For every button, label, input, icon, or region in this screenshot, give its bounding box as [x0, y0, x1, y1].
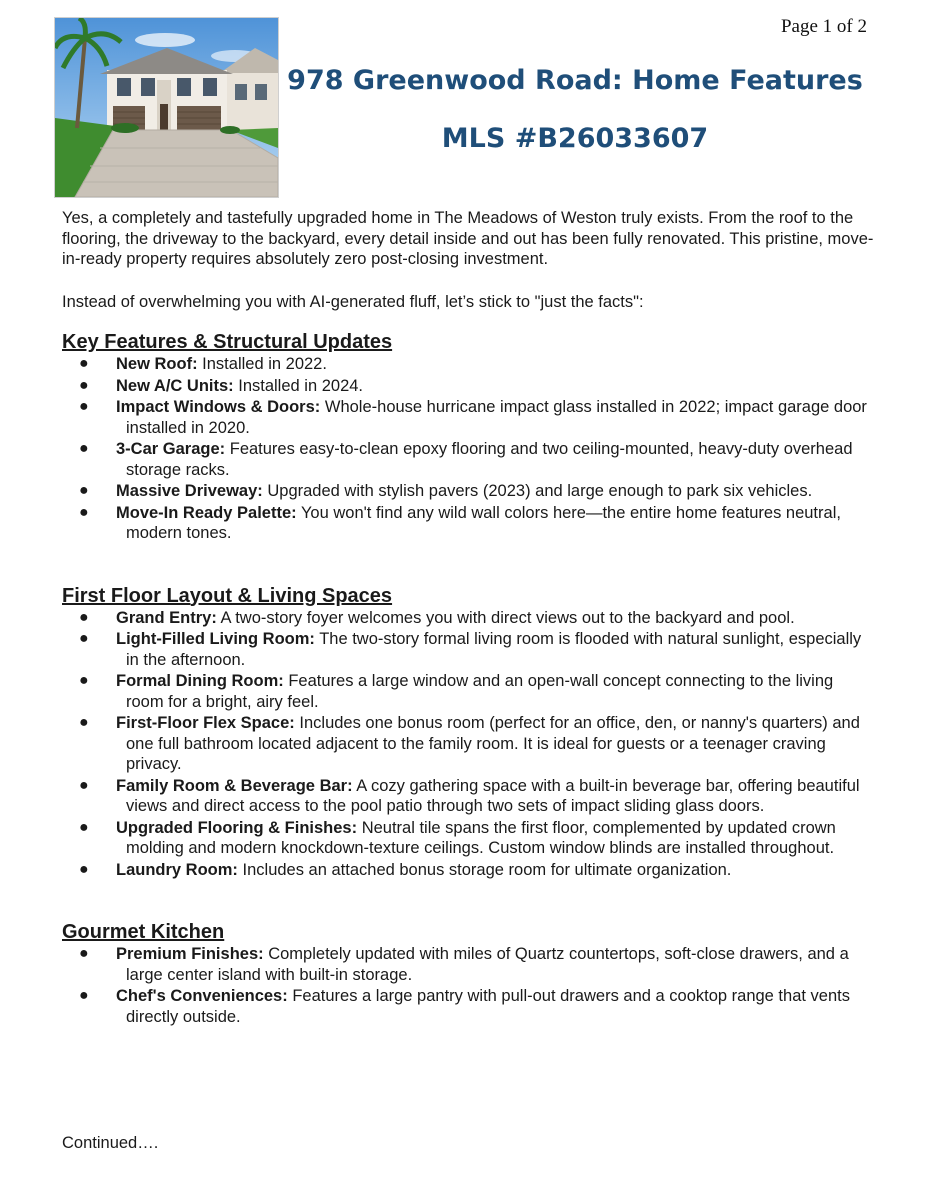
list-item [62, 354, 874, 375]
list-item [62, 713, 874, 775]
bullet-icon: ● [79, 503, 89, 521]
item-text: A cozy gathering space with a built-in beverage bar, offering beautiful views and direct access to the pool patio through two sets of impact sliding glass doors. [126, 776, 860, 815]
item-label: Premium Finishes: [116, 945, 264, 963]
item-text: The two-story formal living room is flooded with natural sunlight, especially in the afternoon. [126, 630, 862, 669]
list-item [62, 439, 874, 480]
item-text: A two-story foyer welcomes you with direct views out to the backyard and pool. [220, 608, 795, 627]
bullet-icon: ● [79, 440, 89, 457]
bullet-icon: ● [79, 630, 89, 647]
item-label: Chef's Conveniences: [116, 987, 288, 1005]
item-label: New A/C Units: [116, 376, 234, 395]
bullet-icon: ● [79, 376, 89, 394]
bullet-icon: ● [79, 818, 89, 836]
list-item [62, 608, 874, 629]
mls-number: MLS #B26033607 [441, 123, 709, 154]
item-text: Features a large pantry with pull-out drawers and a cooktop range that vents directly outside. [126, 987, 850, 1026]
item-label: 3-Car Garage: [116, 440, 226, 458]
item-label: First-Floor Flex Space: [116, 714, 295, 732]
list-item [62, 818, 874, 859]
list-item [62, 776, 874, 817]
first-floor-list [62, 608, 874, 881]
bullet-icon: ● [79, 355, 89, 372]
list-item [62, 481, 874, 502]
kitchen-list [62, 944, 874, 1027]
item-label: Formal Dining Room: [116, 672, 284, 690]
document-title-block [280, 58, 870, 162]
document-body [62, 208, 874, 1028]
item-label: Laundry Room: [116, 860, 238, 879]
item-text: Includes one bonus room (perfect for an office, den, or nanny's quarters) and one full bathroom located adjacent to the family room. It is ideal for guests or a teenager craving privacy. [126, 714, 860, 773]
item-label: Massive Driveway: [116, 482, 263, 500]
item-label: Grand Entry: [116, 608, 217, 627]
item-text: Features a large window and an open-wall concept connecting to the living room for a bright, airy feel. [126, 672, 834, 711]
item-label: New Roof: [116, 355, 198, 373]
list-item [62, 986, 874, 1027]
item-text: Upgraded with stylish pavers (2023) and large enough to park six vehicles. [267, 482, 813, 500]
item-text: Neutral tile spans the first floor, complemented by updated crown molding and modern knockdown-texture ceilings. Custom window blinds are installed throughout. [126, 818, 836, 857]
bullet-icon: ● [79, 987, 89, 1004]
item-label: Upgraded Flooring & Finishes: [116, 818, 358, 837]
item-label: Move-In Ready Palette: [116, 503, 297, 522]
item-label: Family Room & Beverage Bar: [116, 776, 353, 795]
list-item [62, 376, 874, 397]
list-item [62, 860, 874, 881]
item-label: Impact Windows & Doors: [116, 398, 321, 416]
section-heading-first-floor: First Floor Layout & Living Spaces [62, 584, 393, 607]
bullet-icon: ● [79, 672, 89, 689]
item-text: Installed in 2022. [202, 355, 327, 373]
list-item [62, 629, 874, 670]
list-item [62, 671, 874, 712]
item-text: Includes an attached bonus storage room for ultimate organization. [242, 860, 732, 879]
key-features-list [62, 354, 874, 544]
bullet-icon: ● [79, 776, 89, 794]
bullet-icon: ● [79, 482, 89, 499]
bullet-icon: ● [79, 860, 89, 878]
item-text: Installed in 2024. [238, 376, 364, 395]
house-exterior-photo [54, 17, 279, 198]
bullet-icon: ● [79, 714, 89, 731]
bullet-icon: ● [79, 945, 89, 962]
section-heading-gourmet-kitchen: Gourmet Kitchen [62, 921, 225, 943]
item-label: Light-Filled Living Room: [116, 630, 315, 648]
section-heading-key-features: Key Features & Structural Updates [62, 331, 393, 353]
page-number: Page 1 of 2 [780, 16, 867, 37]
list-item [62, 944, 874, 985]
list-item [62, 397, 874, 438]
item-text: Features easy-to-clean epoxy flooring and two ceiling-mounted, heavy-duty overhead storage racks. [126, 440, 853, 479]
bullet-icon: ● [79, 398, 89, 415]
item-text: Whole-house hurricane impact glass installed in 2022; impact garage door installed in 2020. [126, 398, 867, 437]
item-text: Completely updated with miles of Quartz countertops, soft-close drawers, and a large center island with built-in storage. [126, 945, 849, 984]
continued-note: Continued…. [62, 1134, 159, 1152]
bullet-icon: ● [79, 608, 89, 626]
document-title: 978 Greenwood Road: Home Features [287, 65, 863, 96]
lead-sentence: Instead of overwhelming you with AI-generated fluff, let’s stick to "just the facts": [62, 292, 644, 311]
list-item [62, 503, 874, 544]
item-text: You won't find any wild wall colors here—the entire home features neutral, modern tones. [126, 503, 841, 542]
intro-paragraph: Yes, a completely and tastefully upgraded home in The Meadows of Weston truly exists. From the roof to the flooring, the driveway to the backyard, every detail inside and out has been fully renovated. This pristine, move-in-ready property requires absolutely zero post-closing investment. [62, 209, 874, 268]
